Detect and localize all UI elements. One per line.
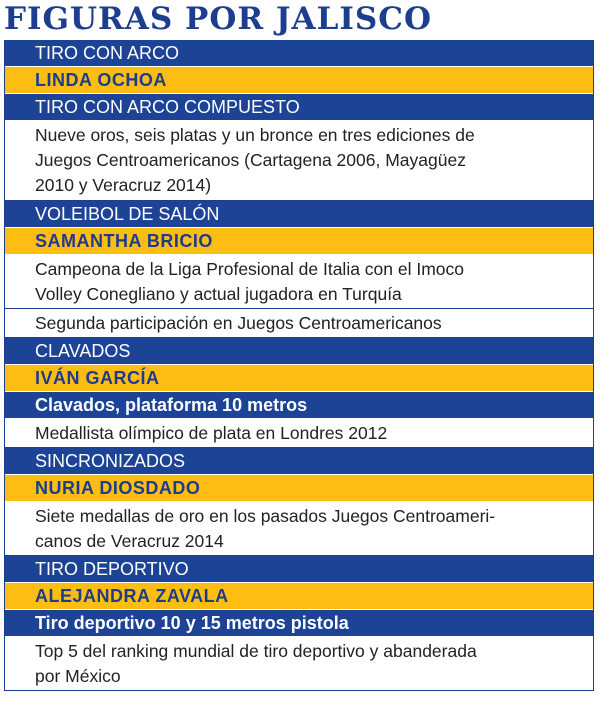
discipline-plataforma-10m: Clavados, plataforma 10 metros: [5, 392, 593, 419]
achievement-text: [5, 255, 593, 309]
athlete-name-alejandra-zavala: ALEJANDRA ZAVALA: [5, 583, 593, 610]
achievement-text: [5, 121, 593, 201]
text-line: 2010 y Veracruz 2014): [35, 175, 212, 195]
sport-header-voleibol: VOLEIBOL DE SALÓN: [5, 201, 593, 228]
text-line: por México: [35, 666, 121, 686]
sport-header-sincronizados: SINCRONIZADOS: [5, 448, 593, 475]
achievement-text: [5, 637, 593, 691]
text-line: Medallista olímpico de plata en Londres 2012: [35, 423, 388, 443]
sport-header-clavados: CLAVADOS: [5, 338, 593, 365]
text-line: Juegos Centroamericanos (Cartagena 2006, Mayagüez: [35, 150, 466, 170]
text-line: Volley Conegliano y actual jugadora en Turquía: [35, 284, 402, 304]
text-line: Campeona de la Liga Profesional de Italia con el Imoco: [35, 259, 465, 279]
text-line: Top 5 del ranking mundial de tiro deportivo y abanderada: [35, 641, 477, 661]
athlete-name-ivan-garcia: IVÁN GARCÍA: [5, 365, 593, 392]
text-line: Siete medallas de oro en los pasados Juegos Centroameri-: [35, 506, 496, 526]
athlete-name-samantha-bricio: SAMANTHA BRICIO: [5, 228, 593, 255]
page-title: FIGURAS POR JALISCO: [4, 1, 432, 37]
athletes-table: [4, 40, 594, 691]
achievement-text: [5, 309, 593, 338]
text-line: canos de Veracruz 2014: [35, 531, 224, 551]
discipline-pistola: Tiro deportivo 10 y 15 metros pistola: [5, 610, 593, 637]
achievement-text: [5, 419, 593, 448]
text-line: Nueve oros, seis platas y un bronce en tres ediciones de: [35, 125, 475, 145]
sport-header-tiro-con-arco: TIRO CON ARCO: [5, 40, 593, 67]
athlete-name-nuria-diosdado: NURIA DIOSDADO: [5, 475, 593, 502]
discipline-tiro-con-arco-compuesto: TIRO CON ARCO COMPUESTO: [5, 94, 593, 121]
achievement-text: [5, 502, 593, 556]
text-line: Segunda participación en Juegos Centroamericanos: [35, 313, 442, 333]
sport-header-tiro-deportivo: TIRO DEPORTIVO: [5, 556, 593, 583]
athlete-name-linda-ochoa: LINDA OCHOA: [5, 67, 593, 94]
